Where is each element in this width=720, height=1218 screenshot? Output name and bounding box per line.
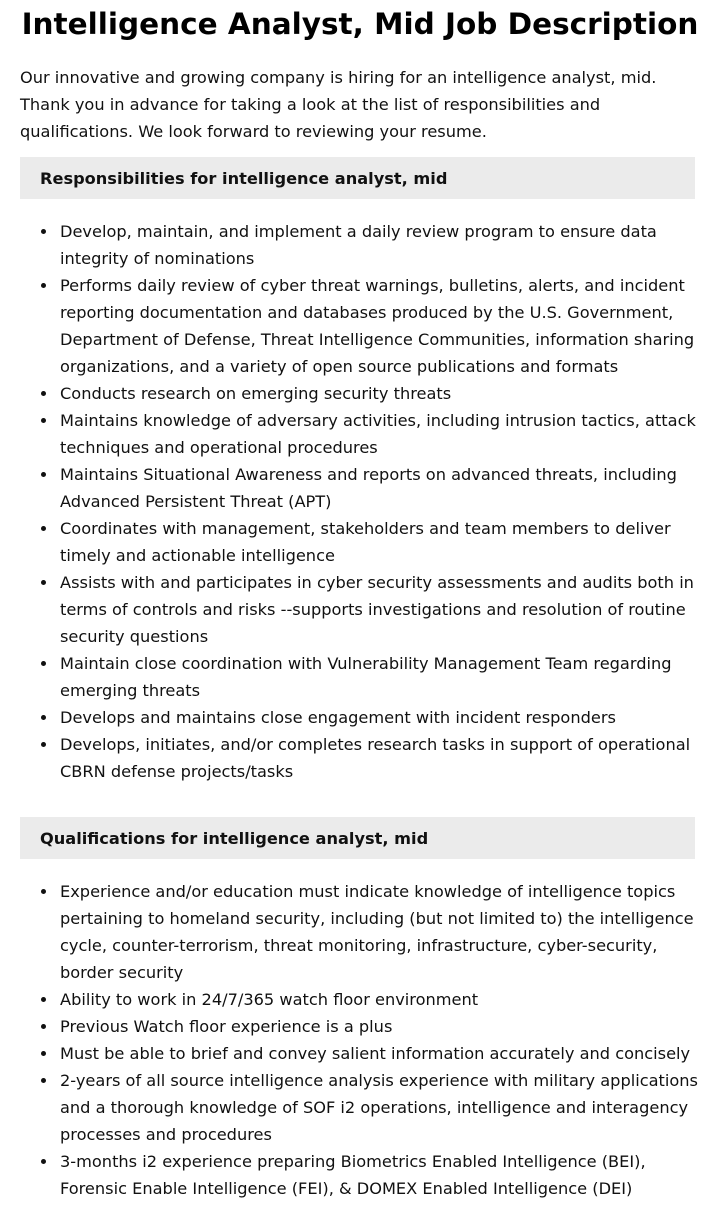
responsibility-item: Develop, maintain, and implement a daily review program to ensure data integrity of nominations [20, 218, 700, 272]
responsibilities-list [20, 218, 700, 785]
responsibility-item: Maintains knowledge of adversary activities, including intrusion tactics, attack techniques and operational procedures [20, 407, 700, 461]
responsibility-item: Performs daily review of cyber threat warnings, bulletins, alerts, and incident reporting documentation and databases produced by the U.S. Government, Department of Defense, Threat Intelligence Communities, information sharing organizations, and a variety of open source publications and formats [20, 272, 700, 380]
page-title: Intelligence Analyst, Mid Job Description [21, 7, 699, 41]
responsibilities-heading: Responsibilities for intelligence analyst, mid [20, 157, 695, 199]
qualifications-list [20, 878, 700, 1202]
responsibility-item: Develops and maintains close engagement with incident responders [20, 704, 700, 731]
qualification-item: 3-months i2 experience preparing Biometrics Enabled Intelligence (BEI), Forensic Enable Intelligence (FEI), & DOMEX Enabled Intelligence (DEI) [20, 1148, 700, 1202]
responsibility-item: Conducts research on emerging security threats [20, 380, 700, 407]
intro-paragraph: Our innovative and growing company is hiring for an intelligence analyst, mid. Thank you in advance for taking a look at the list of responsibilities and qualifications. We look forward to reviewing your resume. [20, 68, 657, 141]
job-description-page [0, 5, 720, 1218]
qualification-item: 2-years of all source intelligence analysis experience with military applications and a thorough knowledge of SOF i2 operations, intelligence and interagency processes and procedures [20, 1067, 700, 1148]
responsibility-item: Coordinates with management, stakeholders and team members to deliver timely and actionable intelligence [20, 515, 700, 569]
qualification-item: Ability to work in 24/7/365 watch floor environment [20, 986, 700, 1013]
qualification-item: Experience and/or education must indicate knowledge of intelligence topics pertaining to homeland security, including (but not limited to) the intelligence cycle, counter-terrorism, threat monitoring, infrastructure, cyber-security, border security [20, 878, 700, 986]
responsibility-item: Maintain close coordination with Vulnerability Management Team regarding emerging threats [20, 650, 700, 704]
responsibility-item: Develops, initiates, and/or completes research tasks in support of operational CBRN defense projects/tasks [20, 731, 700, 785]
qualifications-heading: Qualifications for intelligence analyst, mid [20, 817, 695, 859]
responsibility-item: Assists with and participates in cyber security assessments and audits both in terms of controls and risks --supports investigations and resolution of routine security questions [20, 569, 700, 650]
qualification-item: Must be able to brief and convey salient information accurately and concisely [20, 1040, 700, 1067]
responsibility-item: Maintains Situational Awareness and reports on advanced threats, including Advanced Persistent Threat (APT) [20, 461, 700, 515]
qualification-item: Previous Watch floor experience is a plus [20, 1013, 700, 1040]
